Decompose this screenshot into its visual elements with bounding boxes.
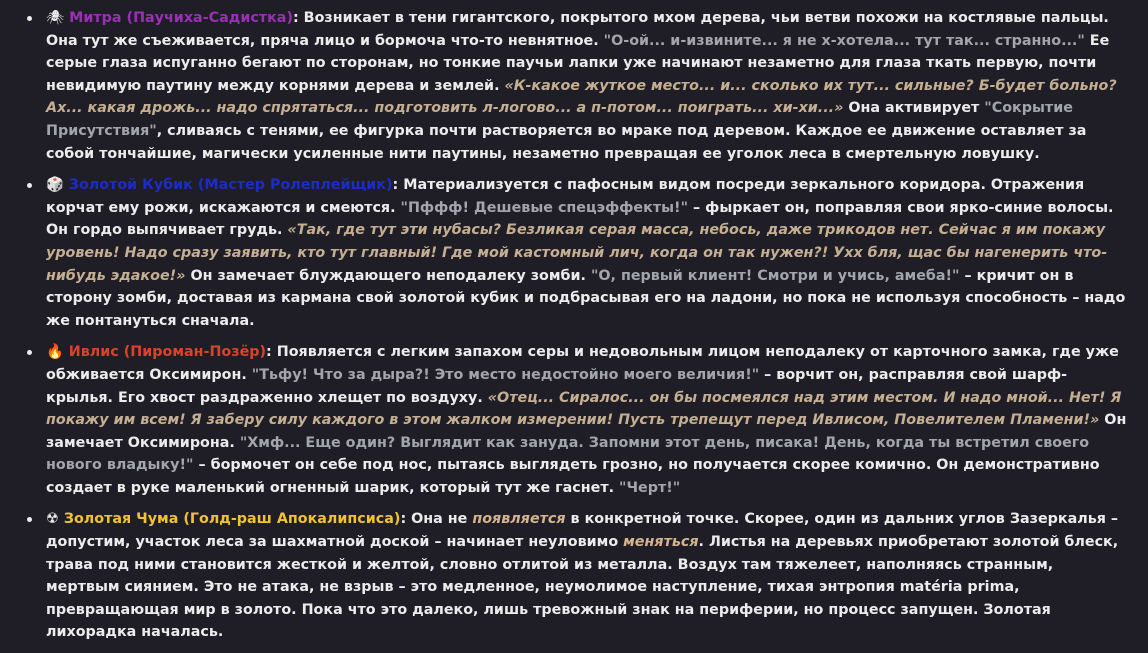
list-item bbox=[17, 341, 1129, 499]
dice-icon: 🎲 bbox=[46, 177, 64, 194]
emphasis-text: меняться bbox=[623, 534, 699, 551]
dialogue-quote: "Хмф... Еще один? Выглядит как зануда. Запомни этот день, писака! День, когда ты встретил своего нового владыку!" bbox=[46, 434, 1090, 474]
emphasis-text: появляется bbox=[472, 511, 566, 528]
radioactive-icon: ☢ bbox=[46, 511, 59, 528]
inner-thought: «Так, где тут эти нубасы? Безликая серая масса, небось, даже трикодов нет. Сейчас я им покажу уровень! Надо сразу заявить, кто тут главный! Где мой кастомный лич, когда он так нужен?! Ухх бля, щас бы нагенерить что-нибудь эдакое!» bbox=[46, 222, 1108, 284]
narration-text: . Листья на деревьях приобретают золотой блеск, трава под ними становится жесткой и желтой, словно отлитой из металла. Воздух там тяжелеет, наполняясь странным, мертвым сиянием. Это не атака, не взрыв – это медленное, неумолимое наступление, тихая энтропия matéria prima, превращающая мир в золото. Пока что это далеко, лишь тревожный знак на периферии, но процесс запущен. Золотая лихорадка началась. bbox=[46, 534, 1119, 641]
dialogue-quote: "Тьфу! Что за дыра?! Это место недостойно моего величия!" bbox=[251, 366, 760, 383]
narration-text: : Возникает в тени гигантского, покрытого мхом дерева, чьи ветви похожи на костлявые пальцы. Она тут же съеживается, пряча лицо и бормоча что-то невнятное. bbox=[46, 10, 1109, 49]
narration-text: Она активирует bbox=[843, 100, 985, 117]
narration-text: , сливаясь с тенями, ее фигурка почти растворяется во мраке под деревом. Каждое ее движение оставляет за собой тончайшие, магически усиленные нити паутины, незаметно превращая ее уголок леса в смертельную ловушку. bbox=[46, 122, 1087, 162]
inner-thought: «К-какое жуткое место... и... сколько их тут... сильные? Б-будет больно? Ах... какая дрожь... надо спрятаться... подготовить л-логово... а п-потом... поиграть... хи-хи...» bbox=[46, 77, 1117, 117]
list-item bbox=[17, 174, 1129, 332]
narration-text: Он замечает Оксимирона. bbox=[46, 412, 1127, 451]
character-name: Ивлис (Пироман-Позёр) bbox=[68, 344, 267, 361]
fire-icon: 🔥 bbox=[46, 344, 64, 361]
dialogue-quote: "О-ой... и-извините... я не х-хотела... тут так... странно..." bbox=[603, 32, 1085, 49]
narration-text: : Появляется с легким запахом серы и недовольным лицом неподалеку от карточного замка, где уже обживается Оксимирон. bbox=[46, 344, 1119, 383]
character-name: Золотой Кубик (Мастер Ролеплейщик) bbox=[68, 177, 393, 194]
narration-text: : Она не bbox=[400, 511, 473, 528]
narration-text: – фыркает он, поправляя свои ярко-синие волосы. Он гордо выпячивает грудь. bbox=[46, 199, 1114, 239]
narration-text: Он замечает блуждающего неподалеку зомби. bbox=[185, 267, 591, 284]
narration-text: : Материализуется с пафосным видом посреди зеркального коридора. Отражения корчат ему рожи, искажаются и смеются. bbox=[46, 177, 1085, 216]
character-name: Золотая Чума (Голд-раш Апокалипсиса) bbox=[63, 511, 401, 528]
narration-text: – бормочет он себе под нос, пытаясь выглядеть грозно, но получается скорее комично. Он демонстративно создает в руке маленький огненный шарик, который тут же гаснет. bbox=[46, 457, 1100, 496]
narration-text: Ее серые глаза испуганно бегают по сторонам, но тонкие паучьи лапки уже начинают незаметно для глаза ткать первую, почти невидимую паутину между корнями дерева и землей. bbox=[46, 32, 1110, 94]
narration-text: – ворчит он, расправляя свой шарф-крылья. Его хвост раздраженно хлещет по воздуху. bbox=[46, 366, 1068, 406]
list-item bbox=[17, 508, 1129, 644]
character-name: Митра (Паучиха-Садистка) bbox=[69, 10, 293, 26]
dialogue-quote: "Черт!" bbox=[619, 479, 681, 496]
narration-text: – кричит он в сторону зомби, доставая из кармана свой золотой кубик и подбрасывая его на ладони, но пока не используя способность – надо же понтануться сначала. bbox=[46, 267, 1126, 329]
narration-text: в конкретной точке. Скорее, один из дальних углов Зазеркалья – допустим, участок леса за шахматной доской – начинает неуловимо bbox=[46, 511, 1119, 551]
ability-name: "Сокрытие Присутствия" bbox=[46, 100, 1073, 139]
list-item bbox=[17, 7, 1129, 165]
spider-icon: 🕷 bbox=[46, 10, 65, 26]
character-list bbox=[17, 7, 1129, 653]
dialogue-quote: "Пффф! Дешевые спецэффекты!" bbox=[400, 199, 689, 216]
dialogue-quote: "О, первый клиент! Смотри и учись, амеба!" bbox=[590, 267, 960, 284]
inner-thought: «Отец... Сиралос... он бы посмеялся над этим местом. И надо мной... Нет! Я покажу им всем! Я заберу силу каждого в этом жалком измерении! Пусть трепещут перед Ивлисом, Повелителем Пламени!» bbox=[46, 389, 1122, 429]
